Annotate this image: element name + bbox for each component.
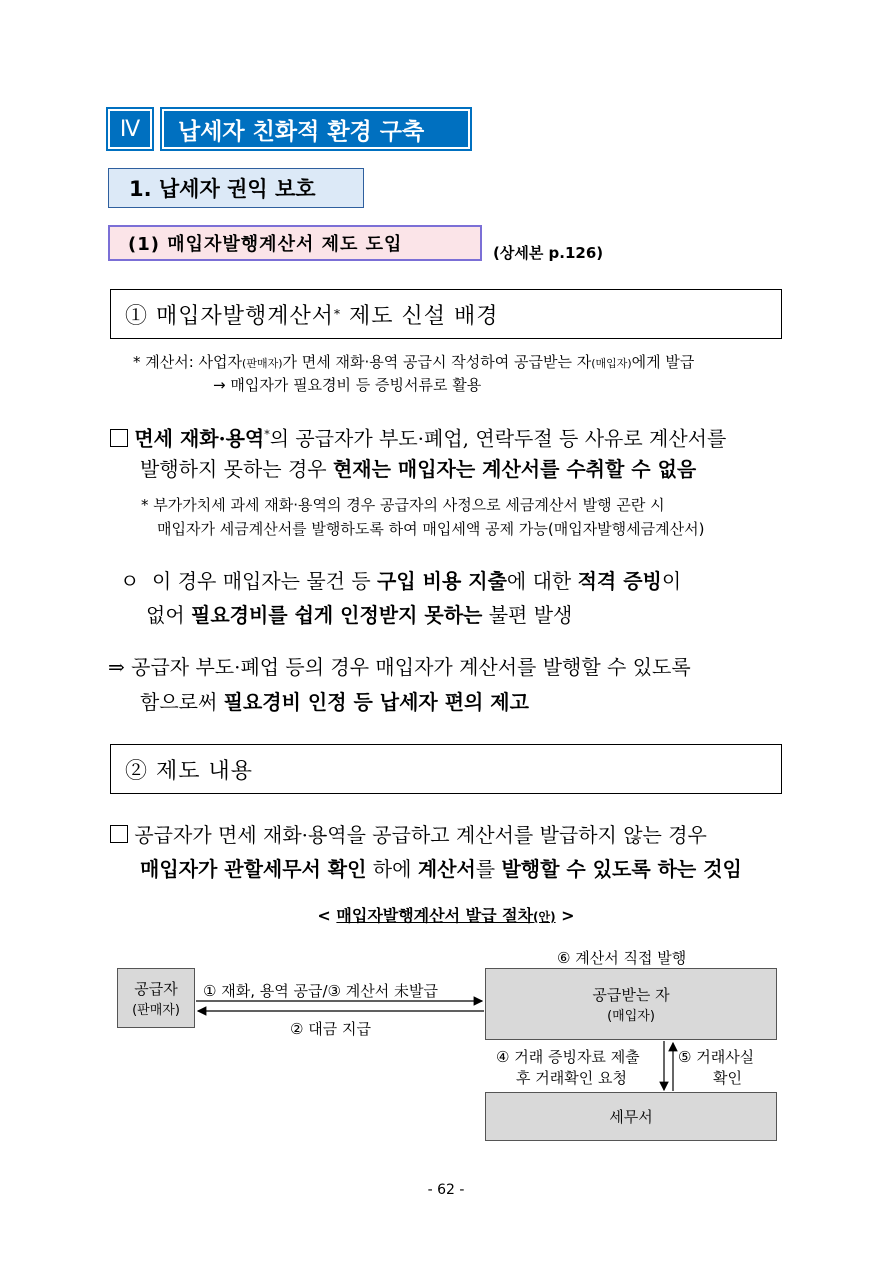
- bullet-marker: ㅇ: [120, 569, 140, 593]
- note-vat-line1: * 부가가치세 과세 재화·용역의 경우 공급자의 사정으로 세금계산서 발행 곤란 시: [141, 496, 665, 514]
- diagram-title: < 매입자발행계산서 발급 절차(안) >: [317, 906, 575, 925]
- section-title: 1. 납세자 권익 보호: [108, 168, 364, 208]
- box1-title: ① 매입자발행계산서: [125, 303, 335, 329]
- conclusion: ⇒ 공급자 부도·폐업 등의 경우 매입자가 계산서를 발행할 수 있도록: [108, 655, 691, 679]
- step5-label-1: ⑤ 거래사실: [678, 1048, 755, 1066]
- paragraph-content: 공급자가 면세 재화·용역을 공급하고 계산서를 발급하지 않는 경우: [110, 818, 707, 852]
- buyer-box: 공급받는 자 (매입자): [485, 968, 777, 1040]
- bullet-issue-cont: 없어 필요경비를 쉽게 인정받지 못하는 불편 발생: [146, 603, 573, 627]
- box1-title-rest: 제도 신설 배경: [341, 303, 499, 329]
- paragraph-background-cont: 발행하지 못하는 경우 현재는 매입자는 계산서를 수취할 수 없음: [140, 457, 697, 481]
- step5-label-2: 확인: [713, 1069, 742, 1087]
- step2-label: ② 대금 지급: [290, 1020, 371, 1038]
- note-vat-line2: 매입자가 세금계산서를 발행하도록 하여 매입세액 공제 가능(매입자발행세금계산서): [157, 520, 705, 538]
- box1-footnote-mark: *: [334, 307, 342, 321]
- detail-reference: (상세본 p.126): [493, 244, 604, 262]
- step6-label: ⑥ 계산서 직접 발행: [557, 949, 687, 967]
- implies-arrow-icon: ⇒: [108, 655, 125, 679]
- page-number: - 62 -: [427, 1182, 465, 1198]
- conclusion-cont: 함으로써 필요경비 인정 등 납세자 편의 제고: [140, 690, 529, 714]
- paragraph-background: 면세 재화·용역*의 공급자가 부도·폐업, 연락두절 등 사유로 계산서를: [110, 418, 726, 456]
- supplier-box: 공급자 (판매자): [117, 968, 195, 1028]
- step4-label-2: 후 거래확인 요청: [516, 1069, 627, 1087]
- subsection-title: (1) 매입자발행계산서 제도 도입: [108, 225, 482, 261]
- note-invoice-usage: → 매입자가 필요경비 등 증빙서류로 활용: [213, 376, 482, 394]
- bullet-issue: ㅇ 이 경우 매입자는 물건 등 구입 비용 지출에 대한 적격 증빙이: [120, 569, 682, 593]
- chapter-title: 납세자 친화적 환경 구축: [162, 109, 470, 149]
- note-invoice-definition: * 계산서: 사업자(판매자)가 면세 재화·용역 공급시 작성하여 공급받는 자(매입자)에게 발급: [133, 353, 695, 371]
- step4-label-1: ④ 거래 증빙자료 제출: [496, 1048, 640, 1066]
- box2-title: ② 제도 내용: [125, 758, 253, 784]
- step1-label: ① 재화, 용역 공급/③ 계산서 未발급: [203, 982, 438, 1000]
- tax-office-box: 세무서: [485, 1092, 777, 1141]
- paragraph-content-cont: 매입자가 관할세무서 확인 하에 계산서를 발행할 수 있도록 하는 것임: [140, 857, 742, 881]
- chapter-numeral: Ⅳ: [108, 109, 152, 149]
